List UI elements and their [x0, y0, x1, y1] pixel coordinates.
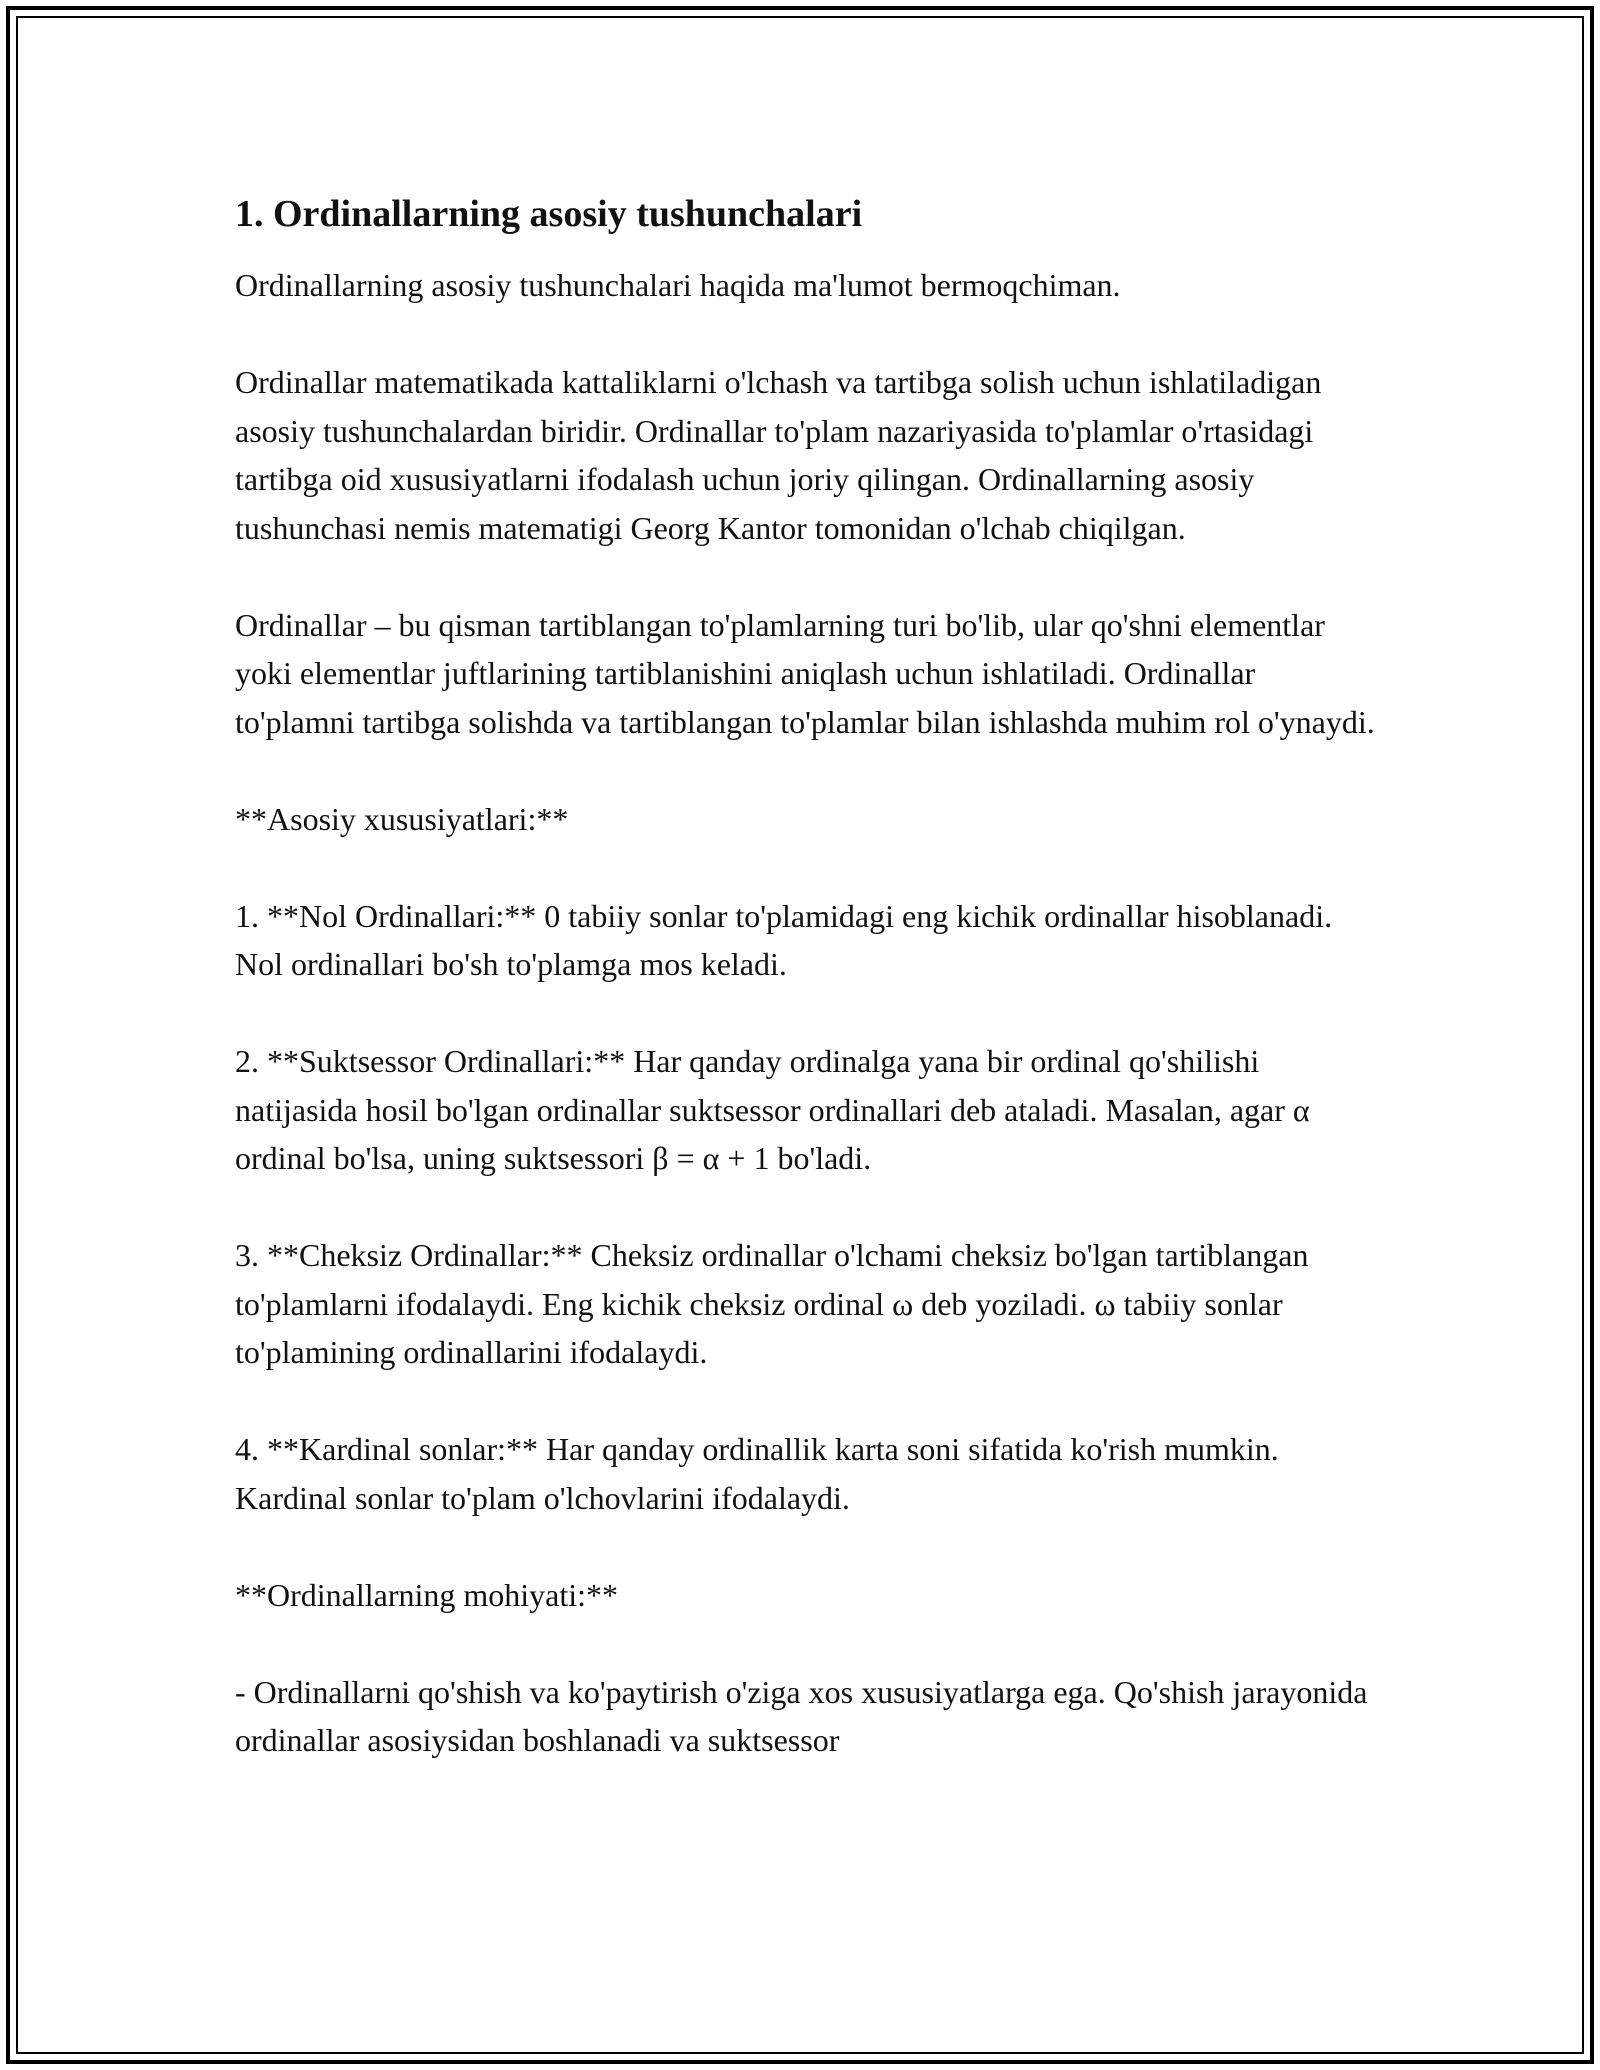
paragraph-item-3: 3. **Cheksiz Ordinallar:** Cheksiz ordinallar o'lchami cheksiz bo'lgan tartiblangan to'plamlarni ifodalaydi. Eng kichik cheksiz ordinal ω deb yoziladi. ω tabiiy sonlar to'plamining ordinallarini ifodalaydi. [235, 1237, 1309, 1370]
paragraph-item-2: 2. **Suktsessor Ordinallari:** Har qanday ordinalga yana bir ordinal qo'shilishi natijasida hosil bo'lgan ordinallar suktsessor ordinallari deb ataladi. Masalan, agar α ordinal bo'lsa, uning suktsessori β = α + 1 bo'ladi. [235, 1043, 1310, 1176]
section-heading: 1. Ordinallarning asosiy tushunchalari [235, 193, 863, 235]
paragraph-item-4: 4. **Kardinal sonlar:** Har qanday ordinallik karta soni sifatida ko'rish mumkin. Kardinal sonlar to'plam o'lchovlarini ifodalaydi. [235, 1431, 1279, 1516]
paragraph-essence-title: **Ordinallarning mohiyati:** [235, 1576, 619, 1613]
document-body [235, 190, 1375, 1813]
paragraph-item-1: 1. **Nol Ordinallari:** 0 tabiiy sonlar to'plamidagi eng kichik ordinallar hisoblanadi. Nol ordinallari bo'sh to'plamga mos keladi. [235, 897, 1333, 982]
paragraph-definition: Ordinallar matematikada kattaliklarni o'lchash va tartibga solish uchun ishlatiladigan asosiy tushunchalardan biridir. Ordinallar to'plam nazariyasida to'plamlar o'rtasidagi tartibga oid xususiyatlarni ifodalash uchun joriy qilingan. Ordinallarning asosiy tushunchasi nemis matematigi Georg Kantor tomonidan o'lchab chiqilgan. [235, 364, 1322, 546]
paragraph-intro: Ordinallarning asosiy tushunchalari haqida ma'lumot bermoqchiman. [235, 267, 1121, 303]
paragraph-properties-title: **Asosiy xususiyatlari:** [235, 800, 569, 837]
paragraph-essence-item: - Ordinallarni qo'shish va ko'paytirish o'ziga xos xususiyatlarga ega. Qo'shish jarayonida ordinallar asosiysidan boshlanadi va suktsessor [235, 1673, 1368, 1758]
paragraph-ordinals: Ordinallar – bu qisman tartiblangan to'plamlarning turi bo'lib, ular qo'shni elementlar yoki elementlar juftlarining tartiblanishini aniqlash uchun ishlatiladi. Ordinallar to'plamni tartibga solishda va tartiblangan to'plamlar bilan ishlashda muhim rol o'ynaydi. [235, 606, 1375, 740]
